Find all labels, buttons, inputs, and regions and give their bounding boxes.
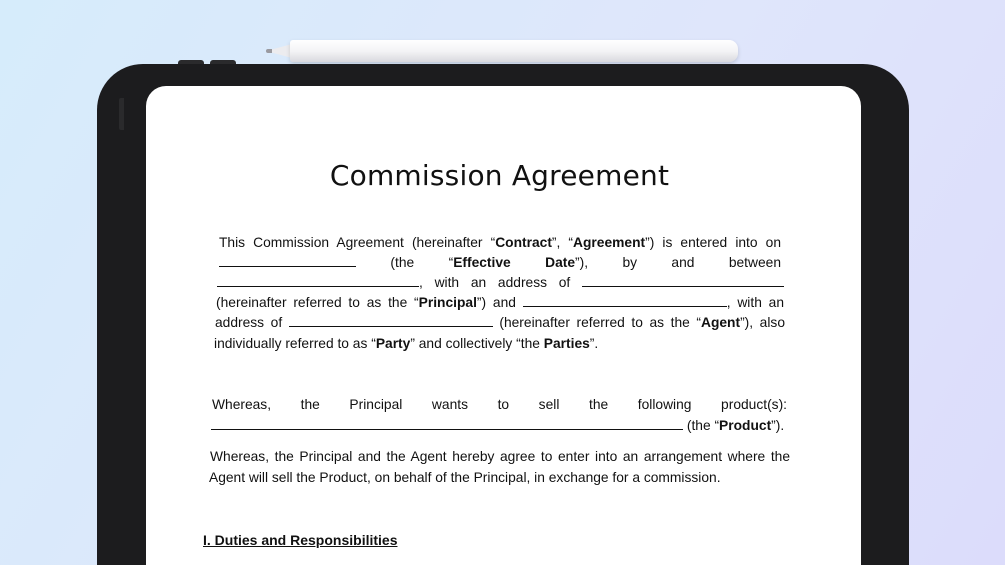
intro-paragraph-line5: [215, 313, 785, 333]
intro-paragraph-line6: [214, 334, 784, 354]
text: ”, “: [551, 235, 574, 250]
term-party: Party: [375, 336, 411, 351]
pencil-body: [290, 40, 738, 62]
text: ”) is entered into on: [645, 235, 781, 250]
text: individually referred to as “: [214, 336, 376, 351]
text: ”.: [589, 336, 599, 351]
text-line: [216, 293, 784, 313]
text-line: [219, 253, 781, 273]
text: (the “: [390, 255, 454, 270]
whereas-paragraph-2-line2: [209, 468, 789, 488]
text: ” and collectively “the: [410, 336, 544, 351]
intro-paragraph-line3: [217, 273, 784, 293]
date-blank[interactable]: [219, 254, 356, 267]
pencil-nib: [266, 49, 272, 53]
term-effective: Effective: [453, 255, 511, 270]
text-line: Agent will sell the Product, on behalf of the Principal, in exchange for a commission.: [209, 470, 721, 485]
text-line: [211, 416, 784, 436]
whereas-paragraph-1-line2: [211, 416, 784, 436]
intro-paragraph-line2: [219, 253, 781, 273]
text: (hereinafter referred to as the “: [216, 295, 419, 310]
text-line: Whereas, the Principal wants to sell the following product(s):: [212, 397, 787, 412]
term-principal: Principal: [418, 295, 477, 310]
term-agent: Agent: [700, 315, 741, 330]
whereas-paragraph-2: [210, 447, 790, 467]
text: (the “: [686, 418, 720, 433]
principal-address-blank[interactable]: [582, 274, 784, 287]
product-blank[interactable]: [211, 417, 683, 430]
text: address of: [215, 315, 283, 330]
text: , with an address of: [419, 275, 571, 290]
term-date: Date: [545, 255, 576, 270]
text: (hereinafter referred to as the “: [499, 315, 701, 330]
term-parties: Parties: [543, 336, 590, 351]
text-line: [217, 273, 784, 293]
text-line: Whereas, the Principal and the Agent hereby agree to enter into an arrangement where the: [210, 449, 790, 464]
agent-name-blank[interactable]: [523, 294, 727, 307]
text-line: [214, 334, 784, 354]
text: ”), also: [740, 315, 785, 330]
text: ”) and: [476, 295, 516, 310]
apple-pencil: [266, 40, 738, 62]
tablet-screen: [146, 86, 861, 565]
tablet-side-button: [119, 98, 124, 130]
text: ”), by and between: [575, 255, 781, 270]
whereas-paragraph-1: [212, 395, 787, 415]
term-contract: Contract: [495, 235, 552, 250]
intro-paragraph-line4: [216, 293, 784, 313]
term-product: Product: [719, 418, 772, 433]
intro-paragraph: [219, 233, 781, 253]
section-heading-duties: I. Duties and Responsibilities: [203, 532, 398, 548]
text: ”).: [771, 418, 785, 433]
document-title: Commission Agreement: [329, 159, 670, 192]
principal-name-blank[interactable]: [217, 274, 419, 287]
agent-address-blank[interactable]: [289, 314, 493, 327]
text: , with an: [726, 295, 784, 310]
text-line: [215, 313, 785, 333]
term-agreement: Agreement: [573, 235, 646, 250]
text-line: [219, 233, 781, 253]
text: This Commission Agreement (hereinafter “: [219, 235, 496, 250]
